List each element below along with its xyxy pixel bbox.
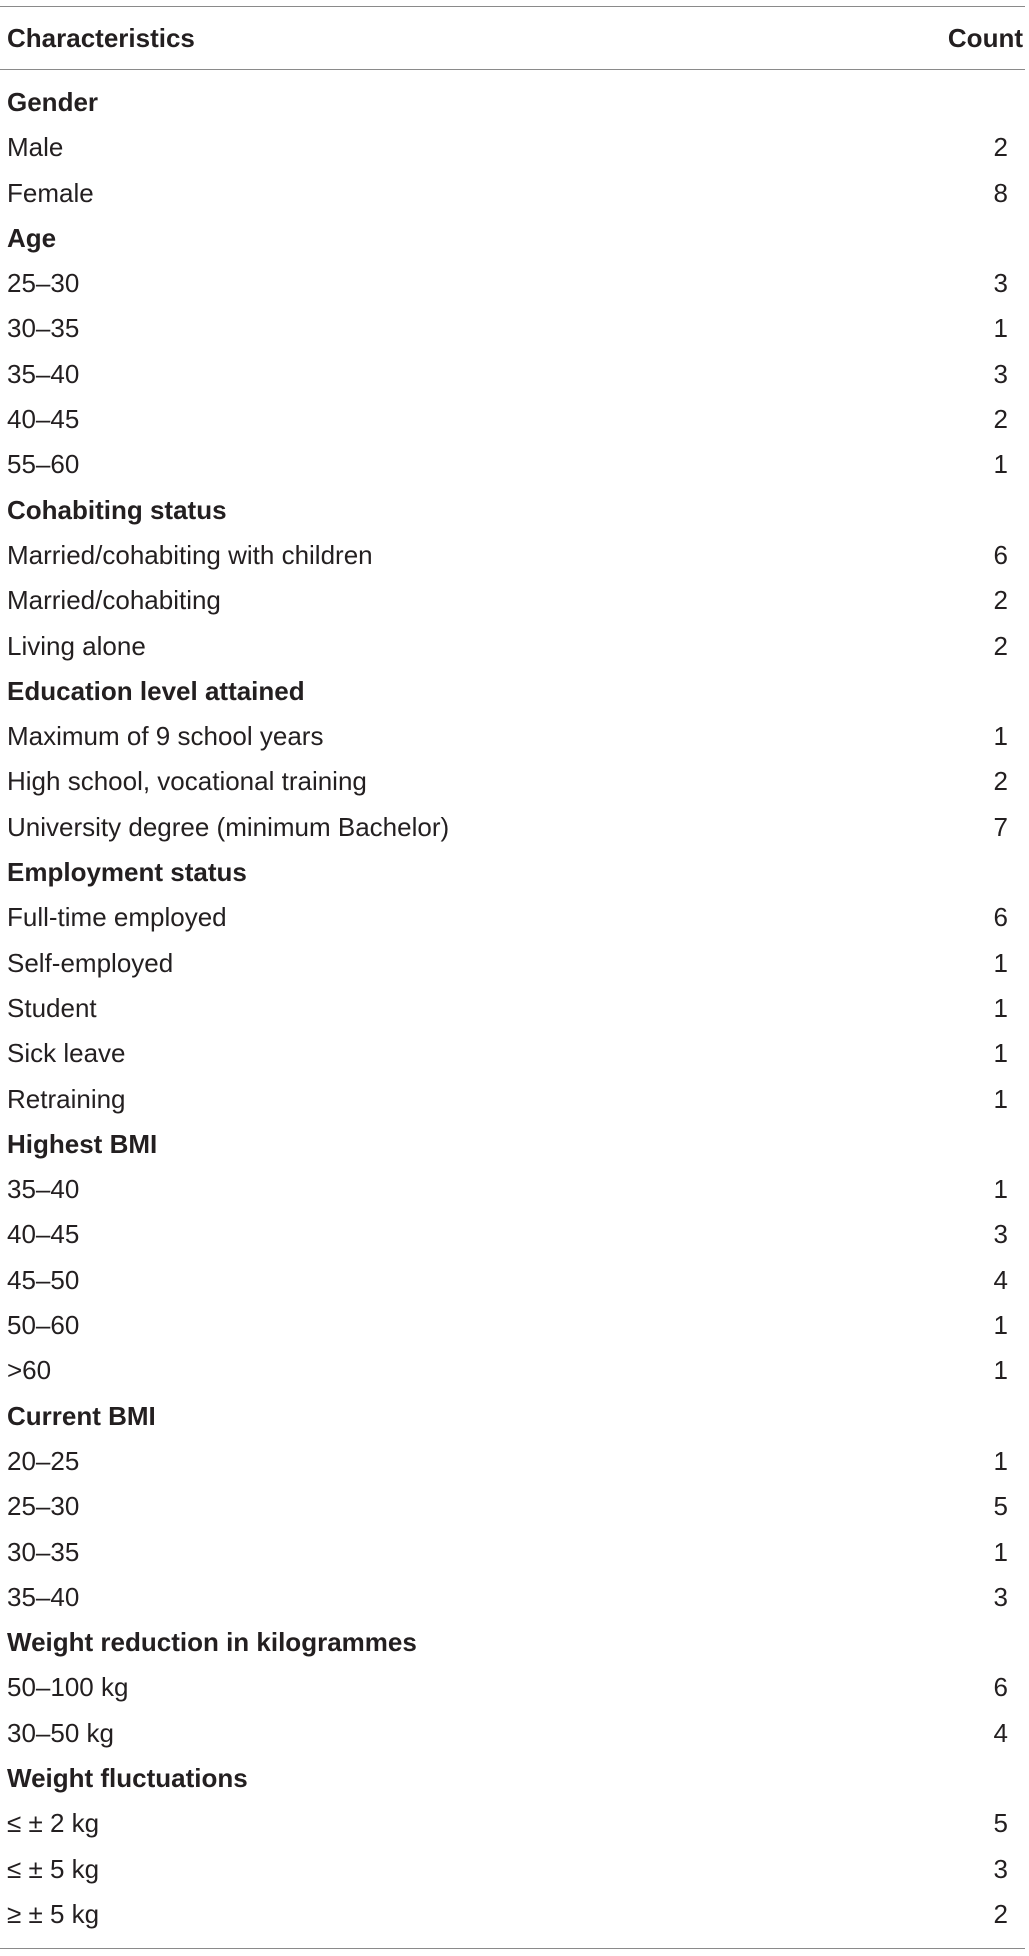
row-label: 25–30 xyxy=(7,268,80,299)
row-count: 1 xyxy=(993,1536,1008,1567)
section-label: Gender xyxy=(7,87,99,117)
table-row xyxy=(0,1530,1025,1575)
section-header-row xyxy=(0,1620,1025,1665)
row-count: 8 xyxy=(993,177,1008,208)
section-header-row xyxy=(0,1394,1025,1439)
row-label: Student xyxy=(7,992,97,1023)
section-header-row xyxy=(0,488,1025,533)
table-row xyxy=(0,397,1025,442)
row-label: 35–40 xyxy=(7,1174,80,1205)
table-row xyxy=(0,1031,1025,1076)
row-count: 6 xyxy=(993,539,1008,570)
section-header-row xyxy=(0,216,1025,261)
row-count: 1 xyxy=(993,449,1008,480)
row-label: 35–40 xyxy=(7,358,80,389)
row-label: Retraining xyxy=(7,1083,126,1114)
row-label: ≤ ± 2 kg xyxy=(7,1808,100,1839)
section-header-row xyxy=(0,1756,1025,1801)
row-count: 4 xyxy=(993,1264,1008,1295)
row-label: Living alone xyxy=(7,630,146,661)
row-count: 5 xyxy=(993,1808,1008,1839)
table-row xyxy=(0,941,1025,986)
table-row xyxy=(0,759,1025,804)
row-count: 1 xyxy=(993,947,1008,978)
row-count: 1 xyxy=(993,1310,1008,1341)
row-count: 4 xyxy=(993,1717,1008,1748)
row-label: >60 xyxy=(7,1355,52,1386)
row-label: Self-employed xyxy=(7,947,174,978)
row-count: 2 xyxy=(993,1898,1008,1929)
row-count: 1 xyxy=(993,1355,1008,1386)
table-row xyxy=(0,986,1025,1031)
section-header-row xyxy=(0,669,1025,714)
header-characteristics: Characteristics xyxy=(7,23,195,53)
row-label: 40–45 xyxy=(7,1219,80,1250)
row-label: 30–50 kg xyxy=(7,1717,114,1748)
table-row xyxy=(0,1348,1025,1393)
table-row xyxy=(0,261,1025,306)
row-label: ≥ ± 5 kg xyxy=(7,1898,100,1929)
row-label: Female xyxy=(7,177,94,208)
row-count: 1 xyxy=(993,313,1008,344)
row-count: 1 xyxy=(993,1174,1008,1205)
row-count: 2 xyxy=(993,585,1008,616)
table-row xyxy=(0,1258,1025,1303)
table-row xyxy=(0,1484,1025,1529)
table-row xyxy=(0,1801,1025,1846)
row-count: 3 xyxy=(993,1219,1008,1250)
table-row xyxy=(0,352,1025,397)
row-count: 1 xyxy=(993,721,1008,752)
row-count: 3 xyxy=(993,358,1008,389)
row-label: 50–60 xyxy=(7,1310,80,1341)
section-label: Highest BMI xyxy=(7,1128,158,1159)
row-label: 30–35 xyxy=(7,1536,80,1567)
row-count: 2 xyxy=(993,630,1008,661)
table-row xyxy=(0,714,1025,759)
row-label: 55–60 xyxy=(7,449,80,480)
table-row xyxy=(0,125,1025,170)
section-label: Current BMI xyxy=(7,1400,156,1431)
table-header-rule xyxy=(0,69,1025,70)
row-label: 50–100 kg xyxy=(7,1672,129,1703)
section-label: Weight reduction in kilogrammes xyxy=(7,1627,417,1658)
section-label: Employment status xyxy=(7,857,247,888)
row-label: High school, vocational training xyxy=(7,766,367,797)
table-row xyxy=(0,1077,1025,1122)
section-header-row xyxy=(0,1122,1025,1167)
row-label: Maximum of 9 school years xyxy=(7,721,324,752)
row-count: 6 xyxy=(993,1672,1008,1703)
row-label: Married/cohabiting with children xyxy=(7,539,373,570)
section-header-row xyxy=(0,80,1025,125)
row-label: 25–30 xyxy=(7,1491,80,1522)
row-count: 7 xyxy=(993,811,1008,842)
row-label: University degree (minimum Bachelor) xyxy=(7,811,450,842)
table-row xyxy=(0,1892,1025,1937)
row-count: 1 xyxy=(993,1083,1008,1114)
table-row xyxy=(0,624,1025,669)
row-count: 3 xyxy=(993,268,1008,299)
table-body xyxy=(0,80,1025,1937)
row-count: 2 xyxy=(993,766,1008,797)
row-count: 6 xyxy=(993,902,1008,933)
row-label: 45–50 xyxy=(7,1264,80,1295)
row-count: 1 xyxy=(993,1038,1008,1069)
row-label: Male xyxy=(7,132,64,163)
row-count: 5 xyxy=(993,1491,1008,1522)
table-row xyxy=(0,442,1025,487)
table-row xyxy=(0,1711,1025,1756)
table-row xyxy=(0,1303,1025,1348)
table-row xyxy=(0,171,1025,216)
section-label: Age xyxy=(7,222,57,253)
section-label: Education level attained xyxy=(7,675,305,706)
row-count: 1 xyxy=(993,1445,1008,1476)
row-label: ≤ ± 5 kg xyxy=(7,1853,100,1884)
table-header-row xyxy=(0,10,1025,66)
row-label: 40–45 xyxy=(7,404,80,435)
row-count: 3 xyxy=(993,1581,1008,1612)
row-label: 20–25 xyxy=(7,1445,80,1476)
section-header-row xyxy=(0,850,1025,895)
row-count: 3 xyxy=(993,1853,1008,1884)
row-label: Full-time employed xyxy=(7,902,227,933)
table-row xyxy=(0,1212,1025,1257)
table-row xyxy=(0,1575,1025,1620)
row-label: 35–40 xyxy=(7,1581,80,1612)
table-row xyxy=(0,1439,1025,1484)
table-row xyxy=(0,1167,1025,1212)
table-row xyxy=(0,1847,1025,1892)
header-count: Count xyxy=(947,23,1023,53)
row-label: 30–35 xyxy=(7,313,80,344)
table-row xyxy=(0,895,1025,940)
table-row xyxy=(0,306,1025,351)
row-count: 2 xyxy=(993,404,1008,435)
section-label: Weight fluctuations xyxy=(7,1762,248,1793)
table-row xyxy=(0,1665,1025,1710)
section-label: Cohabiting status xyxy=(7,494,227,525)
row-count: 2 xyxy=(993,132,1008,163)
table-row xyxy=(0,578,1025,623)
table-row xyxy=(0,805,1025,850)
row-count: 1 xyxy=(993,992,1008,1023)
table-bottom-rule xyxy=(0,1948,1025,1949)
table-row xyxy=(0,533,1025,578)
row-label: Sick leave xyxy=(7,1038,126,1069)
row-label: Married/cohabiting xyxy=(7,585,221,616)
table-top-rule xyxy=(0,6,1025,7)
